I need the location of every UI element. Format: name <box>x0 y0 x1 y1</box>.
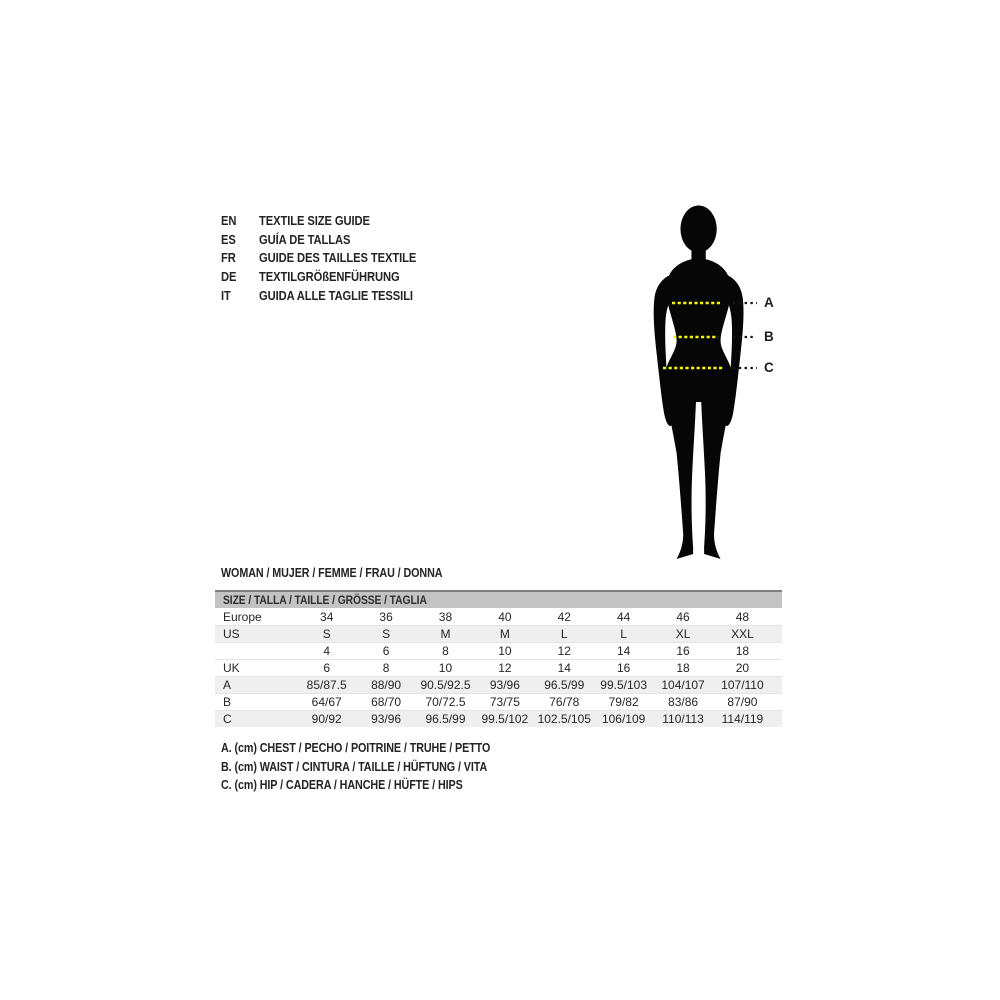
size-cell: 76/78 <box>549 695 580 709</box>
size-cell: 102.5/105 <box>537 712 591 726</box>
size-cell: 14 <box>557 661 571 675</box>
size-cell: 83/86 <box>668 695 699 709</box>
size-cell: 93/96 <box>371 712 402 726</box>
measure-label-hip: C <box>764 360 774 375</box>
language-row <box>221 211 442 230</box>
size-table-body <box>215 608 782 727</box>
language-row <box>221 267 442 286</box>
language-row <box>221 286 442 305</box>
size-cell: 99.5/103 <box>600 678 647 692</box>
size-cell: 18 <box>676 661 690 675</box>
size-cell: L <box>560 627 568 641</box>
row-label: US <box>223 627 240 641</box>
row-label: UK <box>223 661 240 675</box>
size-cell: 44 <box>616 609 631 624</box>
note-line: C. (cm) HIP / CADERA / HANCHE / HÜFTE / HIPS <box>221 778 463 793</box>
size-cell: 99.5/102 <box>481 712 529 726</box>
size-cell: M <box>499 627 510 641</box>
size-cell: 96.5/99 <box>544 678 585 692</box>
size-cell: 90/92 <box>311 712 342 726</box>
size-cell: 93/96 <box>489 678 520 692</box>
size-cell: 110/113 <box>662 712 704 726</box>
size-cell: 68/70 <box>371 695 402 709</box>
size-cell: 46 <box>676 609 690 624</box>
row-label: C <box>223 712 232 726</box>
table-row <box>215 625 782 642</box>
size-cell: 6 <box>323 661 331 675</box>
table-group-title: WOMAN / MUJER / FEMME / FRAU / DONNA <box>221 566 443 580</box>
size-cell: 4 <box>323 644 331 658</box>
note-line: B. (cm) WAIST / CINTURA / TAILLE / HÜFTUNG / VITA <box>221 759 488 774</box>
table-row <box>215 693 782 710</box>
table-row <box>215 608 782 625</box>
body-measurement-figure <box>640 200 815 580</box>
language-code: DE <box>221 269 237 285</box>
size-cell: 12 <box>498 661 512 675</box>
size-cell: 90.5/92.5 <box>420 678 471 692</box>
size-cell: 40 <box>498 609 512 624</box>
size-cell: 96.5/99 <box>425 712 466 726</box>
size-cell: 106/109 <box>601 712 646 726</box>
language-code: IT <box>221 288 231 304</box>
language-code: FR <box>221 250 236 266</box>
size-cell: 73/75 <box>489 695 520 709</box>
row-label: Europe <box>223 609 262 624</box>
size-cell: 18 <box>735 644 750 658</box>
language-code: ES <box>221 231 236 247</box>
size-cell: 38 <box>438 609 453 624</box>
size-cell: 64/67 <box>311 695 342 709</box>
language-title: GUIDA ALLE TAGLIE TESSILI <box>259 288 413 304</box>
table-row <box>215 676 782 693</box>
size-cell: 16 <box>676 644 690 658</box>
size-cell: 12 <box>557 644 571 658</box>
size-table <box>215 590 782 727</box>
measurement-notes <box>221 741 534 797</box>
size-cell: S <box>322 627 331 641</box>
size-cell: 14 <box>616 644 631 658</box>
measure-label-chest: A <box>764 295 774 310</box>
size-cell: 88/90 <box>371 678 402 692</box>
size-cell: 10 <box>438 661 453 675</box>
measurement-lines <box>640 200 815 580</box>
size-cell: XXL <box>731 627 754 641</box>
language-row <box>221 249 442 268</box>
size-cell: 87/90 <box>727 695 758 709</box>
size-cell: 48 <box>735 609 750 624</box>
language-title: TEXTILGRÖßENFÜHRUNG <box>259 269 400 285</box>
size-cell: 20 <box>735 661 750 675</box>
note-line: A. (cm) CHEST / PECHO / POITRINE / TRUHE / PETTO <box>221 741 491 755</box>
size-cell: 36 <box>379 609 393 624</box>
size-cell: 8 <box>442 644 449 658</box>
size-cell: 6 <box>382 644 390 658</box>
size-cell: 8 <box>382 661 390 675</box>
language-title-list <box>221 211 442 305</box>
size-cell: S <box>382 627 391 641</box>
row-label: A <box>223 678 232 692</box>
table-row <box>215 659 782 676</box>
row-label: B <box>223 695 232 709</box>
language-title: TEXTILE SIZE GUIDE <box>259 212 370 228</box>
size-cell: 104/107 <box>661 678 705 692</box>
size-cell: 79/82 <box>608 695 639 709</box>
size-cell: L <box>620 627 627 641</box>
size-cell: 34 <box>320 609 334 624</box>
size-cell: M <box>440 627 451 641</box>
size-cell: 70/72.5 <box>425 695 466 709</box>
measure-label-waist: B <box>764 329 774 344</box>
size-cell: 16 <box>616 661 631 675</box>
size-cell: 10 <box>498 644 512 658</box>
size-cell: 114/119 <box>721 712 764 726</box>
language-title: GUIDE DES TAILLES TEXTILE <box>259 250 417 266</box>
size-table-header: SIZE / TALLA / TAILLE / GRÖSSE / TAGLIA <box>215 590 782 608</box>
language-title: GUÍA DE TALLAS <box>259 231 351 247</box>
size-cell: XL <box>675 627 691 641</box>
size-cell: 107/110 <box>721 678 764 692</box>
table-row <box>215 642 782 659</box>
language-row <box>221 230 442 249</box>
language-code: EN <box>221 212 237 228</box>
size-cell: 42 <box>557 609 571 624</box>
size-cell: 85/87.5 <box>306 678 347 692</box>
table-row <box>215 710 782 727</box>
